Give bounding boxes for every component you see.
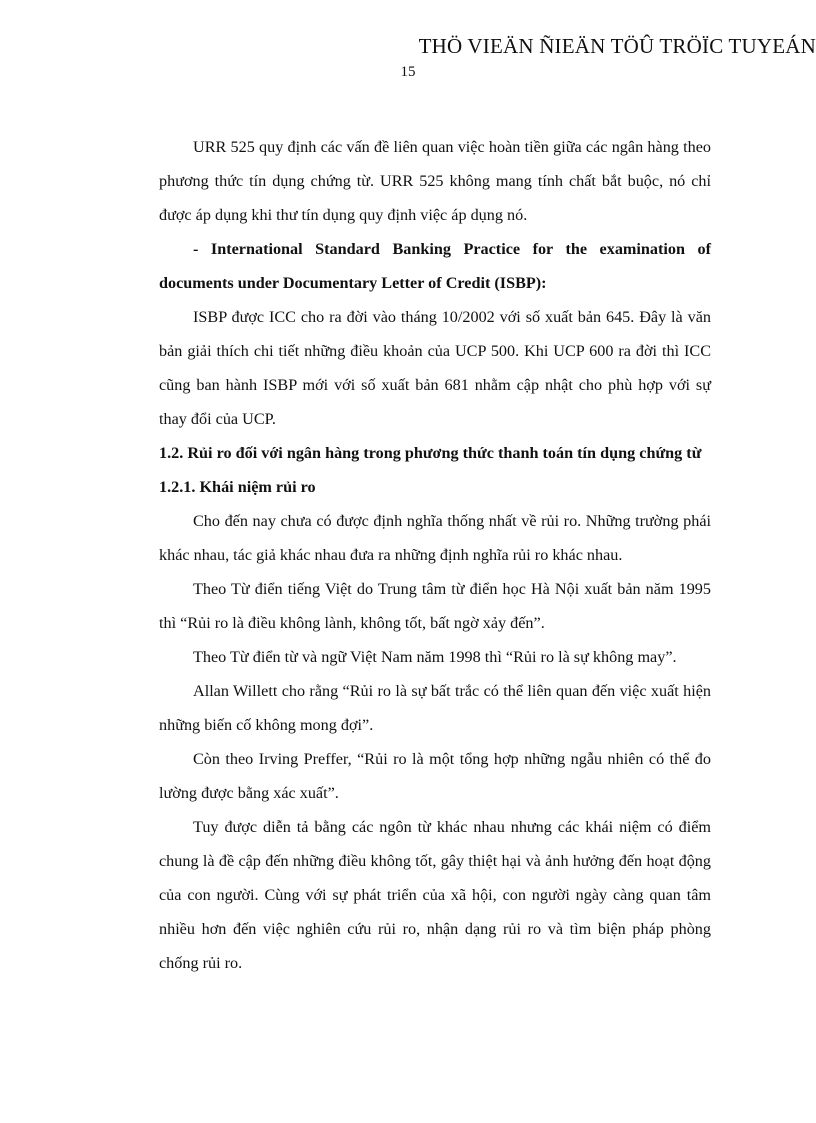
section-heading-1-2: 1.2. Rủi ro đối với ngân hàng trong phương thức thanh toán tín dụng chứng từ bbox=[159, 444, 702, 462]
paragraph-conclusion: Tuy được diễn tả bằng các ngôn từ khác nhau nhưng các khái niệm có điểm chung là đề cập đến những điều không tốt, gây thiệt hại và ảnh hưởng đến hoạt động của con người. Cùng với sự phát triển của xã hội, con người ngày càng quan tâm nhiều hơn đến việc nghiên cứu rủi ro, nhận dạng rủi ro và tìm biện pháp phòng chống rủi ro. bbox=[159, 818, 711, 972]
document-body bbox=[159, 130, 711, 980]
paragraph-definition-intro: Cho đến nay chưa có được định nghĩa thống nhất về rủi ro. Những trường phái khác nhau, tác giả khác nhau đưa ra những định nghĩa rủi ro khác nhau. bbox=[159, 512, 711, 564]
heading-isbp-line1: - International Standard Banking Practice for the examination of bbox=[193, 240, 711, 258]
paragraph-dictionary-1998: Theo Từ điển từ và ngữ Việt Nam năm 1998 thì “Rủi ro là sự không may”. bbox=[193, 648, 677, 666]
subsection-heading-1-2-1: 1.2.1. Khái niệm rủi ro bbox=[159, 478, 316, 496]
paragraph-allan-willett: Allan Willett cho rằng “Rủi ro là sự bất trắc có thể liên quan đến việc xuất hiện những biến cố không mong đợi”. bbox=[159, 682, 711, 734]
page-number: 15 bbox=[400, 64, 416, 80]
heading-isbp-line2: documents under Documentary Letter of Credit (ISBP): bbox=[159, 274, 547, 292]
paragraph-dictionary-1995: Theo Từ điển tiếng Việt do Trung tâm từ điển học Hà Nội xuất bản năm 1995 thì “Rủi ro là điều không lành, không tốt, bất ngờ xảy đến”. bbox=[159, 580, 711, 632]
header-title: THÖ VIEÄN ÑIEÄN TÖÛ TRÖÏC TUYEÁN bbox=[418, 34, 816, 58]
paragraph-urr525: URR 525 quy định các vấn đề liên quan việc hoàn tiền giữa các ngân hàng theo phương thức tín dụng chứng từ. URR 525 không mang tính chất bắt buộc, nó chỉ được áp dụng khi thư tín dụng quy định việc áp dụng nó. bbox=[159, 138, 711, 224]
paragraph-isbp: ISBP được ICC cho ra đời vào tháng 10/2002 với số xuất bản 645. Đây là văn bản giải thích chi tiết những điều khoản của UCP 500. Khi UCP 600 ra đời thì ICC cũng ban hành ISBP mới với số xuất bản 681 nhằm cập nhật cho phù hợp với sự thay đổi của UCP. bbox=[159, 308, 711, 428]
paragraph-irving-preffer: Còn theo Irving Preffer, “Rủi ro là một tổng hợp những ngẫu nhiên có thể đo lường được bằng xác xuất”. bbox=[159, 750, 711, 802]
